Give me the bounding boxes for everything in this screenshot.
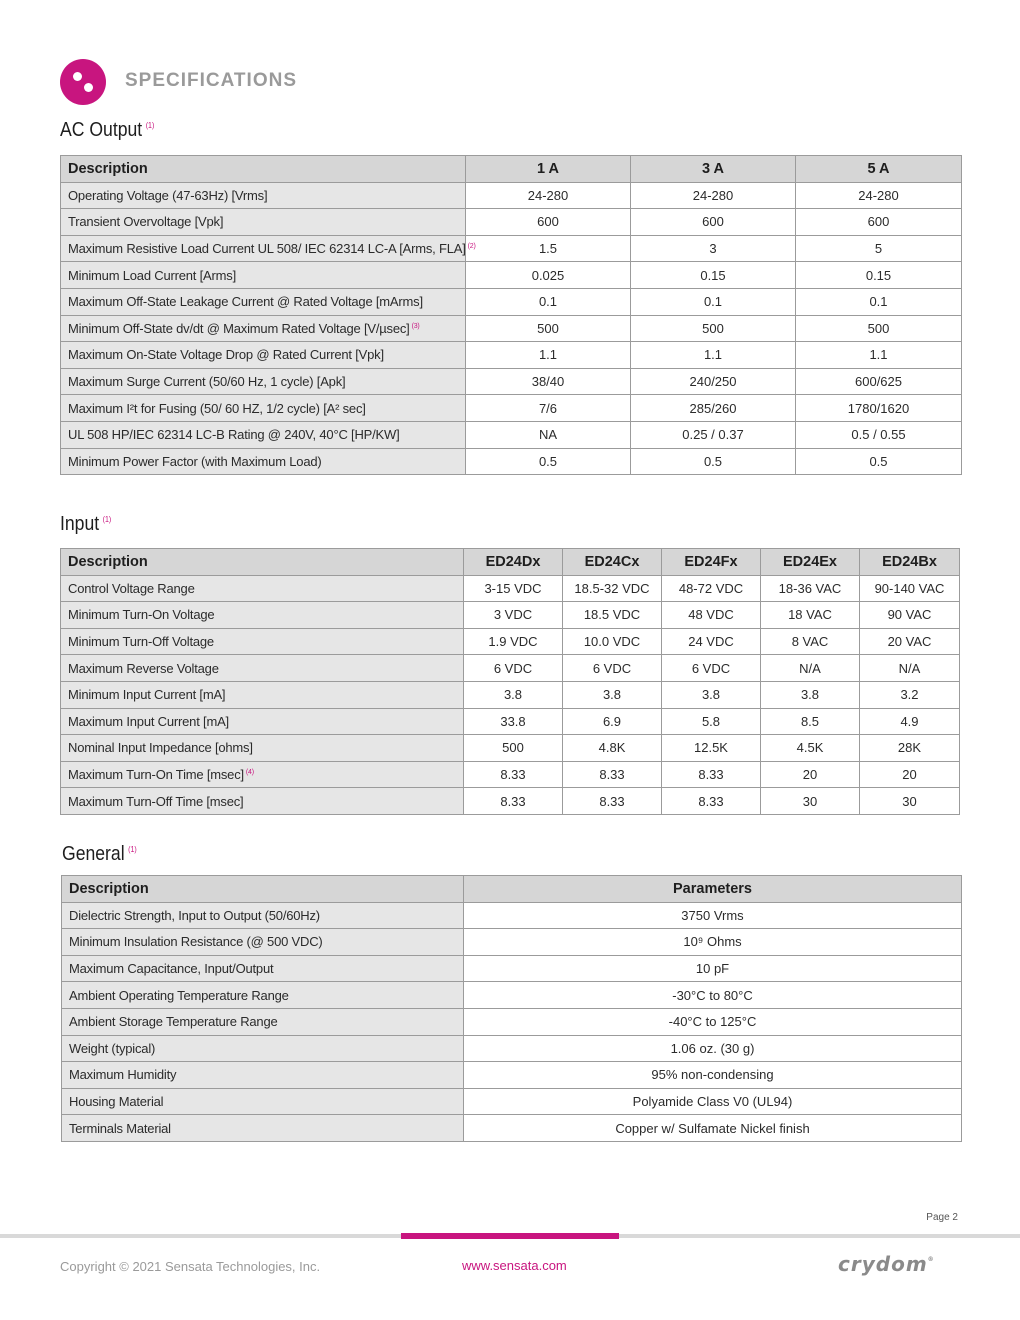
row-value: 600/625 [796, 368, 962, 395]
copyright-text: Copyright © 2021 Sensata Technologies, Inc. [60, 1259, 321, 1274]
row-value: 18.5 VDC [563, 602, 662, 629]
table-row [61, 315, 962, 342]
table-row [61, 342, 962, 369]
row-value: 20 VAC [860, 628, 960, 655]
table-row [62, 1035, 962, 1062]
row-value: Polyamide Class V0 (UL94) [464, 1088, 962, 1115]
row-description-text: Minimum Insulation Resistance (@ 500 VDC) [69, 934, 323, 950]
row-value: 500 [631, 315, 796, 342]
row-value: 600 [466, 209, 631, 236]
table-row [61, 575, 960, 602]
row-description [62, 982, 464, 1009]
column-header: Parameters [464, 876, 962, 903]
row-value: 48 VDC [662, 602, 761, 629]
row-description-text: Nominal Input Impedance [ohms] [68, 740, 253, 756]
row-value: 4.9 [860, 708, 960, 735]
row-description [62, 1088, 464, 1115]
row-value: 0.5 [466, 448, 631, 475]
row-value: 3.8 [464, 681, 563, 708]
row-description-text: Transient Overvoltage [Vpk] [68, 214, 224, 230]
table-row [61, 681, 960, 708]
row-description-text: Ambient Operating Temperature Range [69, 987, 289, 1003]
column-header: 3 A [631, 156, 796, 183]
row-value: 0.15 [796, 262, 962, 289]
row-description-text: Maximum On-State Voltage Drop @ Rated Current [Vpk] [68, 347, 384, 363]
row-value: Copper w/ Sulfamate Nickel finish [464, 1115, 962, 1142]
column-header-description: Description [61, 549, 464, 576]
column-header-description: Description [61, 156, 466, 183]
table-header-row [62, 876, 962, 903]
row-value: 90 VAC [860, 602, 960, 629]
row-value: 3.8 [563, 681, 662, 708]
input-title [60, 513, 111, 536]
row-value: 1.1 [796, 342, 962, 369]
row-description-text: UL 508 HP/IEC 62314 LC-B Rating @ 240V, 40°C [HP/KW] [68, 427, 400, 443]
row-value: 18-36 VAC [761, 575, 860, 602]
ac-output-title [60, 119, 154, 142]
row-value: 6.9 [563, 708, 662, 735]
row-description-text: Maximum Humidity [69, 1067, 177, 1083]
table-row [62, 1088, 962, 1115]
table-row [62, 1008, 962, 1035]
input-footnote: (1) [102, 515, 112, 524]
table-row [61, 209, 962, 236]
footnote-marker: (2) [467, 243, 476, 251]
row-value: 7/6 [466, 395, 631, 422]
row-description [61, 395, 466, 422]
row-value: 6 VDC [464, 655, 563, 682]
row-value: 1.5 [466, 235, 631, 262]
general-footnote: (1) [128, 845, 137, 854]
row-description-text: Minimum Turn-On Voltage [68, 607, 215, 623]
row-value: 500 [466, 315, 631, 342]
row-description [61, 288, 466, 315]
row-value: 10.0 VDC [563, 628, 662, 655]
column-header: ED24Cx [563, 549, 662, 576]
row-description-text: Housing Material [69, 1094, 164, 1110]
row-description-text: Ambient Storage Temperature Range [69, 1014, 278, 1030]
table-row [61, 421, 962, 448]
row-value: 0.5 [796, 448, 962, 475]
footnote-marker: (4) [245, 769, 254, 777]
row-description [62, 1008, 464, 1035]
row-value: 0.5 [631, 448, 796, 475]
row-value: 500 [464, 735, 563, 762]
row-value: 1.1 [466, 342, 631, 369]
row-value: 1.1 [631, 342, 796, 369]
row-value: 3 [631, 235, 796, 262]
row-description [61, 602, 464, 629]
row-description-text: Minimum Turn-Off Voltage [68, 634, 214, 650]
table-header-row [61, 549, 960, 576]
ac-output-table [60, 155, 962, 475]
row-value: 1.06 oz. (30 g) [464, 1035, 962, 1062]
row-value: -40°C to 125°C [464, 1008, 962, 1035]
row-description-text: Minimum Input Current [mA] [68, 687, 226, 703]
row-description-text: Operating Voltage (47-63Hz) [Vrms] [68, 187, 268, 203]
table-row [61, 708, 960, 735]
table-row [61, 182, 962, 209]
row-value: N/A [860, 655, 960, 682]
column-header: 5 A [796, 156, 962, 183]
page-title: SPECIFICATIONS [125, 70, 297, 91]
row-value: 240/250 [631, 368, 796, 395]
row-description [61, 788, 464, 815]
row-description [62, 929, 464, 956]
row-description [61, 315, 466, 342]
row-value: 1.9 VDC [464, 628, 563, 655]
page-number: Page 2 [926, 1212, 958, 1223]
row-value: 48-72 VDC [662, 575, 761, 602]
row-value: 33.8 [464, 708, 563, 735]
table-row [61, 628, 960, 655]
general-table [61, 875, 962, 1142]
row-description [61, 421, 466, 448]
row-value: 1780/1620 [796, 395, 962, 422]
table-row [62, 1062, 962, 1089]
row-value: 0.1 [466, 288, 631, 315]
row-value: 500 [796, 315, 962, 342]
row-description-text: Maximum Reverse Voltage [68, 660, 219, 676]
row-value: 38/40 [466, 368, 631, 395]
row-description-text: Weight (typical) [69, 1040, 156, 1056]
row-description-text: Dielectric Strength, Input to Output (50/60Hz) [69, 907, 320, 923]
row-value: 6 VDC [563, 655, 662, 682]
row-value: 24-280 [466, 182, 631, 209]
sensata-logo-icon [60, 59, 106, 105]
table-row [62, 929, 962, 956]
row-description-text: Minimum Power Factor (with Maximum Load) [68, 453, 322, 469]
row-description [61, 182, 466, 209]
column-header: 1 A [466, 156, 631, 183]
row-value: 18.5-32 VDC [563, 575, 662, 602]
row-description [62, 1115, 464, 1142]
row-description [62, 1062, 464, 1089]
ac-output-title-text: AC Output [60, 119, 143, 141]
column-header: ED24Bx [860, 549, 960, 576]
row-description [61, 655, 464, 682]
general-title-text: General [62, 843, 125, 865]
footer-accent-bar [401, 1233, 619, 1239]
row-value: 3.2 [860, 681, 960, 708]
row-value: 8.33 [662, 788, 761, 815]
table-row [61, 788, 960, 815]
row-value: 5.8 [662, 708, 761, 735]
row-value: 285/260 [631, 395, 796, 422]
row-description-text: Maximum I²t for Fusing (50/ 60 HZ, 1/2 cycle) [A² sec] [68, 400, 366, 416]
row-value: 5 [796, 235, 962, 262]
row-description-text: Minimum Load Current [Arms] [68, 267, 236, 283]
row-value: 3.8 [761, 681, 860, 708]
row-description-text: Maximum Turn-On Time [msec] [68, 767, 244, 783]
row-description-text: Maximum Off-State Leakage Current @ Rated Voltage [mArms] [68, 294, 423, 310]
row-value: 8.5 [761, 708, 860, 735]
table-row [61, 655, 960, 682]
table-row [61, 448, 962, 475]
ac-output-footnote: (1) [145, 121, 155, 130]
table-row [62, 955, 962, 982]
row-value: 24-280 [796, 182, 962, 209]
row-value: 3 VDC [464, 602, 563, 629]
row-value: 3-15 VDC [464, 575, 563, 602]
row-description [61, 735, 464, 762]
row-description-text: Maximum Input Current [mA] [68, 713, 229, 729]
row-value: 30 [860, 788, 960, 815]
row-value: 8.33 [563, 788, 662, 815]
table-row [61, 602, 960, 629]
row-value: 4.5K [761, 735, 860, 762]
row-description [61, 209, 466, 236]
row-value: 18 VAC [761, 602, 860, 629]
row-description [61, 628, 464, 655]
table-row [62, 902, 962, 929]
row-value: 8 VAC [761, 628, 860, 655]
column-header: ED24Dx [464, 549, 563, 576]
table-row [61, 235, 962, 262]
row-description-text: Minimum Off-State dv/dt @ Maximum Rated Voltage [V/µsec] [68, 320, 410, 336]
row-description [61, 368, 466, 395]
crydom-logo [838, 1252, 935, 1276]
row-value: 6 VDC [662, 655, 761, 682]
row-value: 12.5K [662, 735, 761, 762]
table-row [61, 368, 962, 395]
table-row [61, 761, 960, 788]
column-header: ED24Fx [662, 549, 761, 576]
row-value: 8.33 [464, 788, 563, 815]
row-value: 0.25 / 0.37 [631, 421, 796, 448]
row-description [62, 955, 464, 982]
row-value: 600 [631, 209, 796, 236]
row-description [61, 575, 464, 602]
row-value: 28K [860, 735, 960, 762]
table-row [61, 395, 962, 422]
column-header: ED24Ex [761, 549, 860, 576]
row-value: 30 [761, 788, 860, 815]
row-value: 24 VDC [662, 628, 761, 655]
website-link[interactable]: www.sensata.com [462, 1258, 567, 1273]
row-value: 0.1 [796, 288, 962, 315]
row-description [61, 342, 466, 369]
row-description [61, 448, 466, 475]
row-description [62, 1035, 464, 1062]
row-description-text: Maximum Turn-Off Time [msec] [68, 793, 244, 809]
row-description-text: Maximum Resistive Load Current UL 508/ IEC 62314 LC-A [Arms, FLA] [68, 241, 466, 257]
row-description [62, 902, 464, 929]
row-description [61, 708, 464, 735]
row-value: 20 [761, 761, 860, 788]
row-value: 8.33 [563, 761, 662, 788]
row-value: 4.8K [563, 735, 662, 762]
row-description-text: Maximum Surge Current (50/60 Hz, 1 cycle) [Apk] [68, 374, 346, 390]
column-header-description: Description [62, 876, 464, 903]
row-value: 8.33 [464, 761, 563, 788]
row-value: 600 [796, 209, 962, 236]
row-value: 90-140 VAC [860, 575, 960, 602]
row-value: 0.15 [631, 262, 796, 289]
general-title [62, 843, 137, 866]
row-value: 10 pF [464, 955, 962, 982]
row-description-text: Control Voltage Range [68, 580, 195, 596]
table-row [62, 982, 962, 1009]
row-value: NA [466, 421, 631, 448]
footnote-marker: (3) [411, 322, 420, 330]
row-value: 0.5 / 0.55 [796, 421, 962, 448]
row-value: N/A [761, 655, 860, 682]
table-header-row [61, 156, 962, 183]
row-value: 8.33 [662, 761, 761, 788]
table-row [61, 735, 960, 762]
row-value: 3750 Vrms [464, 902, 962, 929]
row-description [61, 235, 476, 262]
row-value: 0.1 [631, 288, 796, 315]
trademark-mark: ® [927, 1256, 935, 1263]
row-description-text: Terminals Material [69, 1120, 171, 1136]
table-row [61, 288, 962, 315]
row-description [61, 761, 464, 788]
row-value: 0.025 [466, 262, 631, 289]
input-table [60, 548, 960, 815]
input-title-text: Input [60, 513, 100, 535]
row-value: 24-280 [631, 182, 796, 209]
row-description [61, 262, 466, 289]
row-value: 95% non-condensing [464, 1062, 962, 1089]
row-value: 3.8 [662, 681, 761, 708]
row-value: 20 [860, 761, 960, 788]
row-description [61, 681, 464, 708]
row-value: 10⁹ Ohms [464, 929, 962, 956]
row-description-text: Maximum Capacitance, Input/Output [69, 961, 274, 977]
row-value: -30°C to 80°C [464, 982, 962, 1009]
crydom-logo-text: crydom [838, 1252, 928, 1276]
table-row [62, 1115, 962, 1142]
table-row [61, 262, 962, 289]
